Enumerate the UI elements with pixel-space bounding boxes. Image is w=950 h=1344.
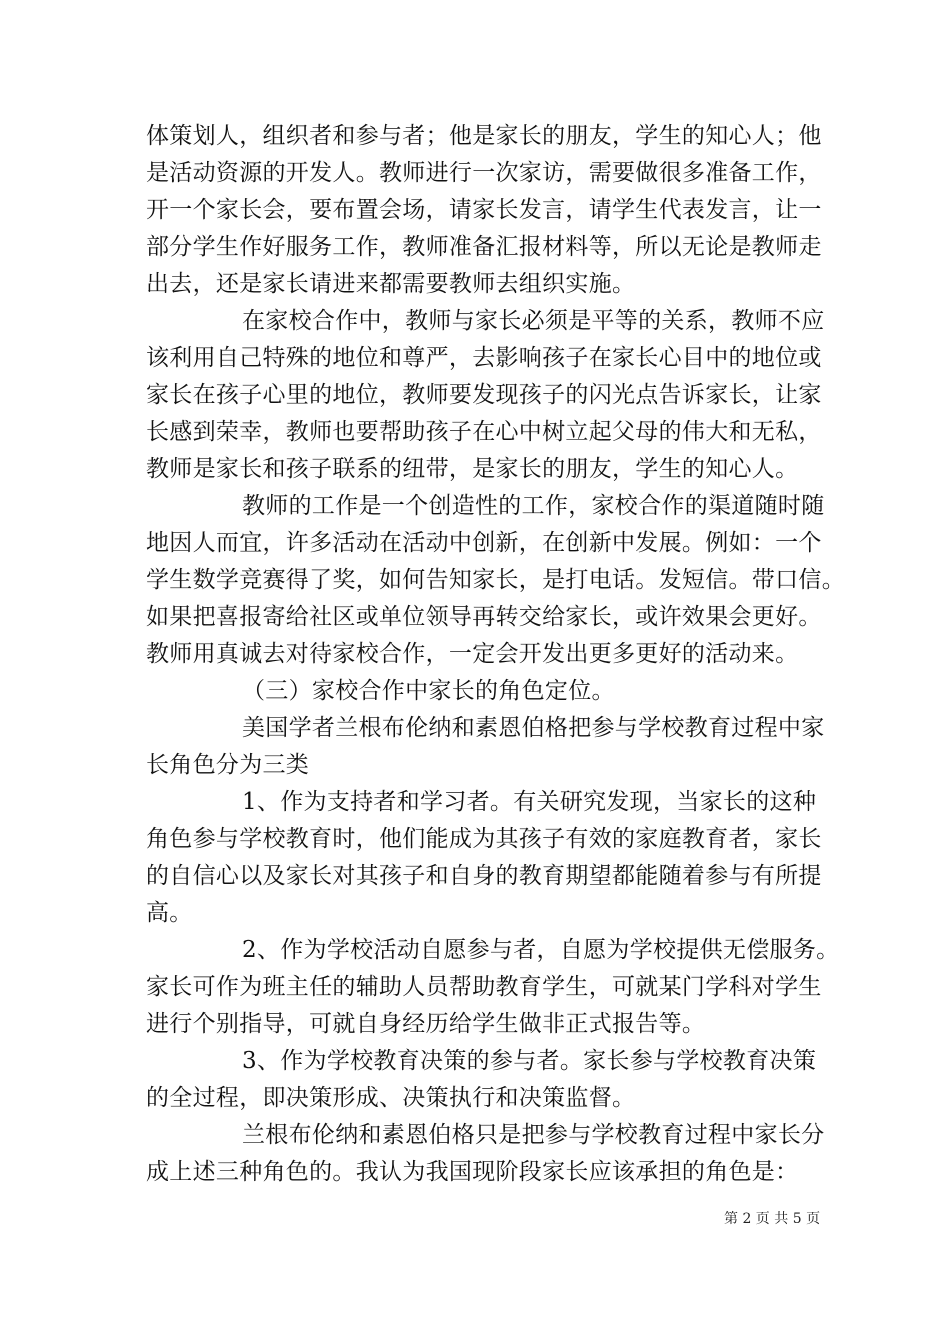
text-line-20: 角色参与学校教育时，他们能成为其孩子有效的家庭教育者，家长	[146, 826, 822, 852]
text-line-18: 长角色分为三类	[146, 752, 310, 778]
text-line-23: 2、作为学校活动自愿参与者，自愿为学校提供无偿服务。	[242, 937, 840, 963]
text-line-29: 成上述三种角色的。我认为我国现阶段家长应该承担的角色是：	[146, 1159, 799, 1185]
text-line-28: 兰根布伦纳和素恩伯格只是把参与学校教育过程中家长分	[242, 1122, 825, 1148]
text-line-13: 学生数学竞赛得了奖，如何告知家长，是打电话。发短信。带口信。	[146, 567, 845, 593]
document-body	[146, 118, 845, 1191]
text-line-19: 1、作为支持者和学习者。有关研究发现，当家长的这种	[242, 789, 817, 815]
text-line-3: 开一个家长会，要布置会场，请家长发言，请学生代表发言，让一	[146, 197, 822, 223]
text-line-21: 的自信心以及家长对其孩子和自身的教育期望都能随着参与有所提	[146, 863, 822, 889]
text-line-8: 家长在孩子心里的地位，教师要发现孩子的闪光点告诉家长，让家	[146, 382, 822, 408]
text-line-10: 教师是家长和孩子联系的纽带，是家长的朋友，学生的知心人。	[146, 456, 799, 482]
text-line-5: 出去，还是家长请进来都需要教师去组织实施。	[146, 271, 636, 297]
text-line-7: 该利用自己特殊的地位和尊严，去影响孩子在家长心目中的地位或	[146, 345, 822, 371]
text-line-24: 家长可作为班主任的辅助人员帮助教育学生，可就某门学科对学生	[146, 974, 822, 1000]
text-line-14: 如果把喜报寄给社区或单位领导再转交给家长，或许效果会更好。	[146, 604, 822, 630]
section-heading: （三）家校合作中家长的角色定位。	[242, 678, 615, 704]
text-line-6: 在家校合作中，教师与家长必须是平等的关系，教师不应	[242, 308, 825, 334]
text-line-17: 美国学者兰根布伦纳和素恩伯格把参与学校教育过程中家	[242, 715, 825, 741]
text-line-1: 体策划人，组织者和参与者；他是家长的朋友，学生的知心人；他	[146, 123, 822, 149]
page-number: 第 2 页 共 5 页	[724, 1211, 821, 1227]
text-line-2: 是活动资源的开发人。教师进行一次家访，需要做很多准备工作，	[146, 160, 822, 186]
text-line-22: 高。	[146, 900, 193, 926]
text-line-26: 3、作为学校教育决策的参与者。家长参与学校教育决策	[242, 1048, 817, 1074]
text-line-4: 部分学生作好服务工作，教师准备汇报材料等，所以无论是教师走	[146, 234, 822, 260]
text-line-11: 教师的工作是一个创造性的工作，家校合作的渠道随时随	[242, 493, 825, 519]
text-line-25: 进行个别指导，可就自身经历给学生做非正式报告等。	[146, 1011, 706, 1037]
text-line-9: 长感到荣幸，教师也要帮助孩子在心中树立起父母的伟大和无私，	[146, 419, 822, 445]
text-line-27: 的全过程，即决策形成、决策执行和决策监督。	[146, 1085, 636, 1111]
text-line-12: 地因人而宜，许多活动在活动中创新，在创新中发展。例如：一个	[146, 530, 822, 556]
text-line-15: 教师用真诚去对待家校合作，一定会开发出更多更好的活动来。	[146, 641, 799, 667]
